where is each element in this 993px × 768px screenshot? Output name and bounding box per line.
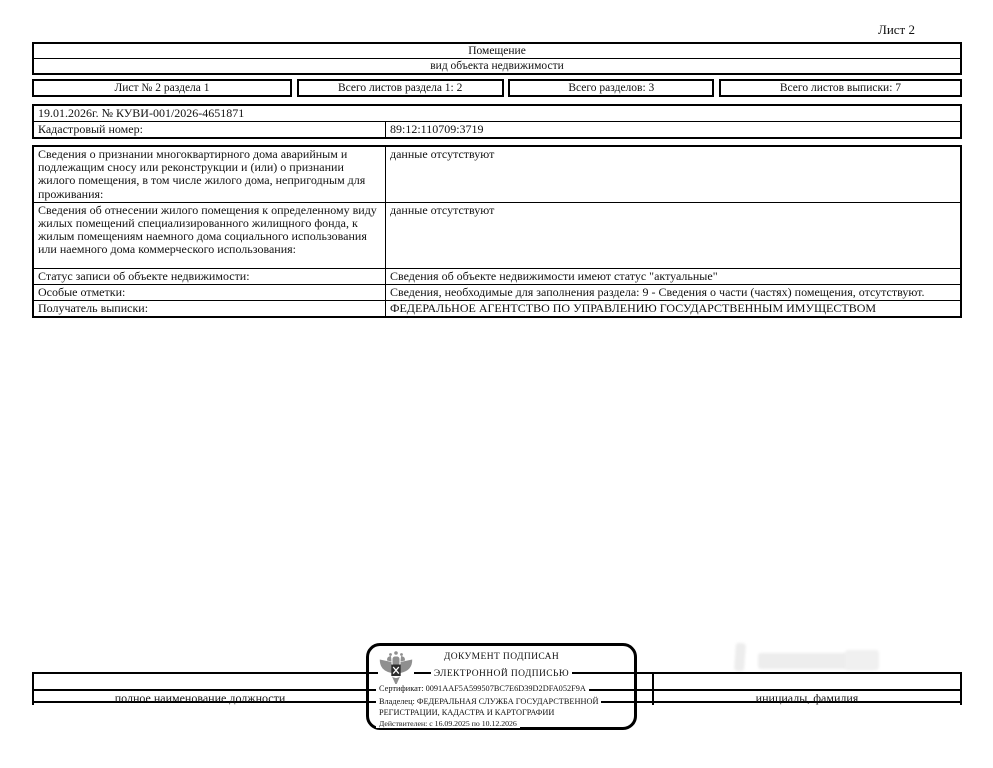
table-row-record-status	[34, 269, 960, 285]
stamp-title-line-2: ЭЛЕКТРОННОЙ ПОДПИСЬЮ	[369, 669, 634, 679]
watermark-smudge	[734, 643, 746, 672]
details-table	[32, 145, 962, 318]
watermark-smudge	[845, 650, 879, 670]
cadastral-number-row	[34, 122, 960, 137]
sheet-info-cell-sections: Всего разделов: 3	[508, 79, 714, 97]
object-type-caption: вид объекта недвижимости	[430, 60, 564, 72]
stamp-title-line-1: ДОКУМЕНТ ПОДПИСАН	[369, 652, 634, 662]
extract-date-number: 19.01.2026г. № КУВИ-001/2026-4651871	[34, 106, 960, 122]
detail-label: Сведения о признании многоквартирного дома аварийным и подлежащим сносу или реконструкции и (или) о признании жилого помещения, в том числе жилого дома, непригодным для проживания:	[34, 147, 386, 202]
detail-value: ФЕДЕРАЛЬНОЕ АГЕНТСТВО ПО УПРАВЛЕНИЮ ГОСУДАРСТВЕННЫМ ИМУЩЕСТВОМ	[390, 301, 877, 316]
table-row-recipient	[34, 301, 960, 316]
initials-surname-caption: инициалы, фамилия	[755, 691, 859, 705]
table-row-emergency-status	[34, 147, 960, 203]
sheet-info-cell-section-sheets: Всего листов раздела 1: 2	[297, 79, 504, 97]
detail-label: Статус записи об объекте недвижимости:	[34, 269, 386, 284]
table-row-housing-fund-type	[34, 203, 960, 269]
detail-label: Получатель выписки:	[34, 301, 386, 316]
detail-label: Сведения об отнесении жилого помещения к определенному виду жилых помещений специализированного жилищного фонда, к жилым помещениям наемного дома социального использования или наемного дома коммерческого использования:	[34, 203, 386, 268]
detail-value: данные отсутствуют	[390, 147, 495, 161]
object-type-value: Помещение	[34, 44, 960, 59]
detail-value: Сведения об объекте недвижимости имеют статус "актуальные"	[390, 268, 718, 283]
detail-label: Особые отметки:	[34, 285, 386, 300]
position-title-caption: полное наименование должности	[114, 691, 286, 705]
sheet-info-cell-sheet: Лист № 2 раздела 1	[32, 79, 292, 97]
object-type-table	[32, 42, 962, 75]
detail-value: Сведения, необходимые для заполнения раздела: 9 - Сведения о части (частях) помещения, отсутствуют.	[390, 285, 925, 300]
sheet-info-cell-total-sheets: Всего листов выписки: 7	[719, 79, 962, 97]
stamp-certificate: Сертификат: 0091AAF5A599507BC7E6D39D2DFA052F9A	[376, 684, 589, 693]
detail-value: данные отсутствуют	[390, 202, 495, 217]
cadastral-number-value: 89:12:110709:3719	[390, 122, 484, 136]
sheet-number-label: Лист 2	[878, 22, 915, 37]
extract-meta-table	[32, 104, 962, 139]
sheet-info-row	[32, 79, 962, 97]
stamp-owner-line-1: Владелец: ФЕДЕРАЛЬНАЯ СЛУЖБА ГОСУДАРСТВЕННОЙ	[376, 697, 601, 706]
table-row-special-notes	[34, 285, 960, 301]
cadastral-number-label: Кадастровый номер:	[34, 122, 386, 137]
digital-signature-stamp	[366, 643, 637, 730]
stamp-owner-line-2: РЕГИСТРАЦИИ, КАДАСТРА И КАРТОГРАФИИ	[376, 708, 557, 717]
stamp-validity: Действителен: с 16.09.2025 по 10.12.2026	[376, 719, 520, 728]
